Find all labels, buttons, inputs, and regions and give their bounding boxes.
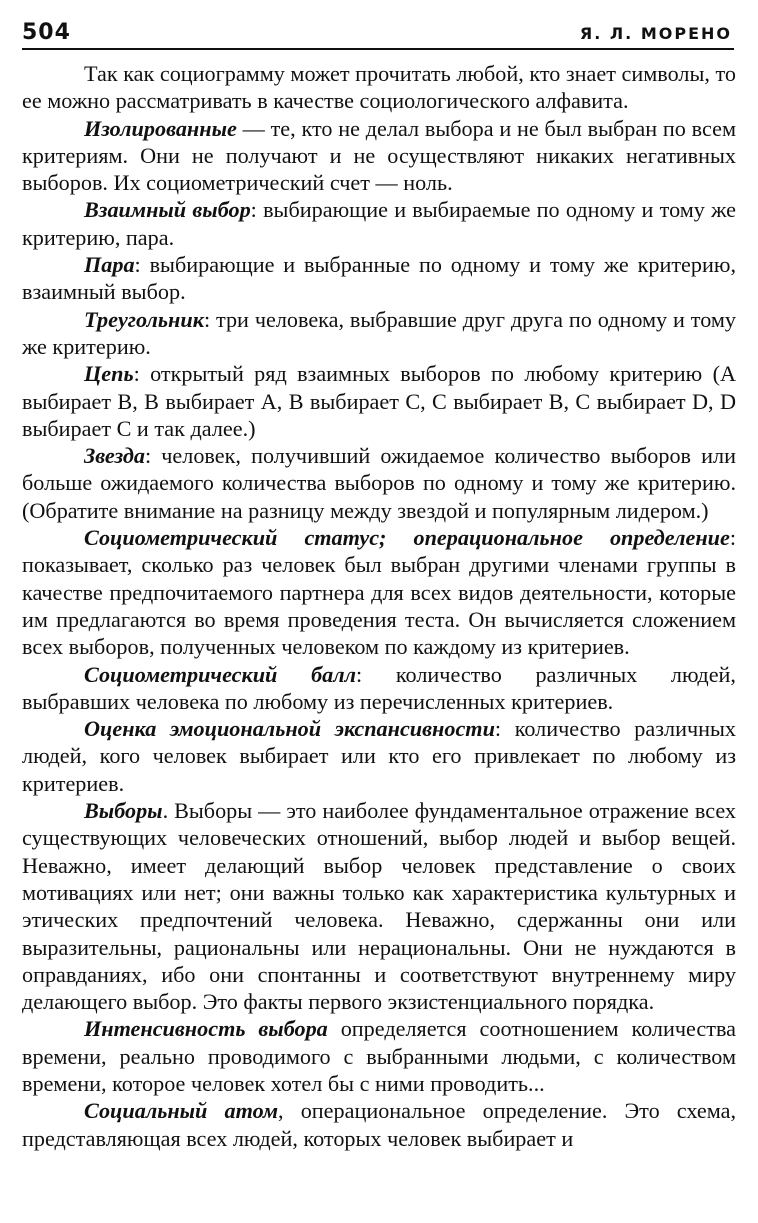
term-heading: Треугольник bbox=[84, 306, 204, 332]
term-heading: Интенсивность выбора bbox=[84, 1016, 328, 1042]
paragraph-text: : количество различных людей, выбравших человека по любому из перечисленных критериев. bbox=[22, 661, 736, 714]
paragraph-text: : количество различных людей, кого человек выбирает или кто его привлекает по любому из критериев. bbox=[22, 716, 736, 796]
term-heading: Звезда bbox=[84, 443, 145, 469]
paragraph-text: определяется соотношением количества времени, реально проводимого с выбранными людьми, с количеством времени, которое человек хотел бы с ними проводить... bbox=[22, 1016, 736, 1096]
paragraph-intro bbox=[22, 60, 736, 115]
term-heading: Цепь bbox=[84, 361, 134, 387]
running-header bbox=[22, 18, 734, 50]
term-heading: Пара bbox=[84, 252, 135, 278]
paragraph-text: : показывает, сколько раз человек был выбран другими членами группы в качестве предпочитаемого партнера для всех видов деятельности, которые им предлагаются во время проведения теста. Он вычисляется сложением всех выборов, полученных человеком по каждому из критериев. bbox=[22, 525, 736, 660]
term-heading: Социометрический балл bbox=[84, 661, 357, 687]
paragraph-text: : выбирающие и выбранные по одному и тому же критерию, взаимный выбор. bbox=[22, 252, 736, 305]
paragraph-sociometric-status bbox=[22, 524, 736, 660]
paragraph-text: : выбирающие и выбираемые по одному и тому же критерию, пара. bbox=[22, 197, 736, 250]
paragraph-triangle bbox=[22, 306, 736, 361]
page-number: 504 bbox=[22, 20, 71, 45]
paragraph-isolated bbox=[22, 115, 736, 197]
paragraph-social-atom bbox=[22, 1097, 736, 1152]
running-title: Я. Л. МОРЕНО bbox=[579, 24, 732, 43]
term-heading: Социометрический статус; операциональное определение bbox=[84, 525, 730, 551]
term-heading: Изолированные bbox=[84, 115, 237, 141]
term-heading: Социальный атом bbox=[84, 1098, 279, 1124]
paragraph-text: , операциональное определение. Это схема, представляющая всех людей, которых человек выбирает и bbox=[22, 1098, 737, 1151]
term-heading: Взаимный выбор bbox=[84, 197, 251, 223]
paragraph-text: Так как социограмму может прочитать любой, кто знает символы, то ее можно рассматривать в качестве социологического алфавита. bbox=[22, 61, 736, 114]
paragraph-text: . Выборы — это наиболее фундаментальное отражение всех существующих человеческих отношений, выбор людей и выбор вещей. Неважно, имеет делающий выбор человек представление о своих мотивациях или нет; они важны только как характеристика культурных и этических предпочтений человека. Неважно, сдержанны они или выразительны, рациональны или нерациональны. Они не нуждаются в оправданиях, ибо они спонтанны и соответствуют внутреннему миру делающего выбор. Это факты первого экзистенциального порядка. bbox=[22, 798, 736, 1015]
paragraph-emotional-expansiveness bbox=[22, 715, 736, 797]
paragraph-choice-intensity bbox=[22, 1015, 736, 1097]
paragraph-text: : открытый ряд взаимных выборов по любому критерию (А выбирает В, В выбирает А, В выбирает С, С выбирает В, С выбирает D, D выбирает С и так далее.) bbox=[22, 361, 736, 441]
paragraph-sociometric-score bbox=[22, 661, 736, 716]
paragraph-text: : человек, получивший ожидаемое количество выборов или больше ожидаемого количества выборов по одному и тому же критерию. (Обратите внимание на разницу между звездой и популярным лидером.) bbox=[22, 443, 736, 523]
paragraph-mutual-choice bbox=[22, 196, 736, 251]
paragraph-chain bbox=[22, 360, 736, 442]
paragraph-choices bbox=[22, 797, 736, 1015]
paragraph-pair bbox=[22, 251, 736, 306]
paragraph-text: : три человека, выбравшие друг друга по одному и тому же критерию. bbox=[22, 306, 736, 359]
term-heading: Выборы bbox=[84, 798, 163, 824]
paragraph-star bbox=[22, 442, 736, 524]
body-text bbox=[22, 60, 736, 1152]
paragraph-text: — те, кто не делал выбора и не был выбран по всем критериям. Они не получают и не осуществляют никаких негативных выборов. Их социометрический счет — ноль. bbox=[22, 115, 736, 196]
term-heading: Оценка эмоциональной экспансивности bbox=[84, 716, 495, 742]
